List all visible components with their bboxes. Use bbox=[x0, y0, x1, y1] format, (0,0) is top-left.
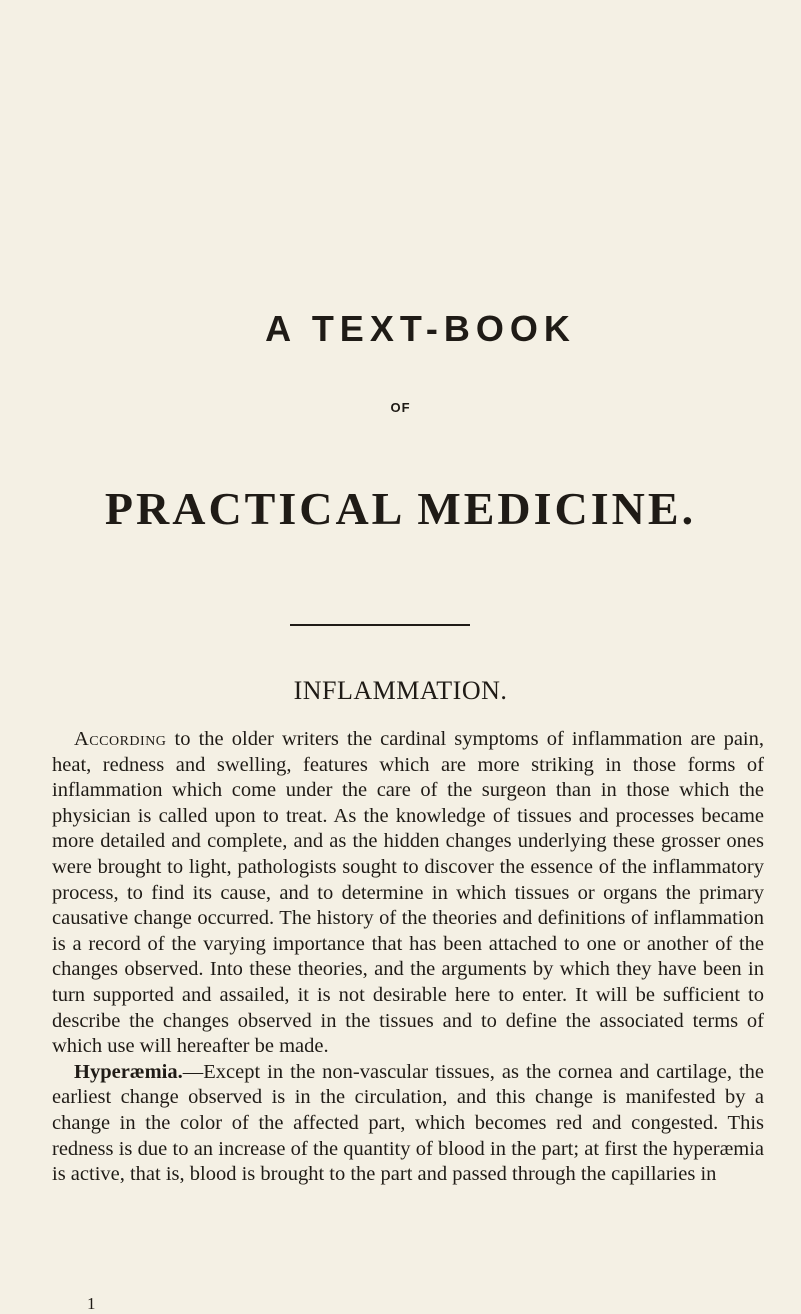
paragraph-2-lead: Hyperæmia. bbox=[74, 1060, 183, 1083]
paragraph-1-lead: According bbox=[74, 728, 167, 750]
title-line-text-book: A TEXT-BOOK bbox=[265, 308, 576, 349]
paragraph-2 bbox=[52, 1060, 764, 1188]
signature-mark: 1 bbox=[87, 1294, 96, 1313]
body-text bbox=[52, 727, 764, 1188]
paragraph-2-text: —Except in the non-vascular tissues, as the cornea and cartilage, the earliest change observed is in the circulation, and this change is manifested by a change in the color of the affected part, which becomes red and congested. This redness is due to an increase of the quantity of blood in the part; at first the hyperæmia is active, that is, blood is brought to the part and passed through the capillaries in bbox=[52, 1060, 764, 1186]
title-rule bbox=[290, 624, 470, 626]
paragraph-1-text: to the older writers the cardinal symptoms of inflammation are pain, heat, redness and swelling, features which are more striking in those forms of inflammation which come under the care of the surgeon than in those which the physician is called upon to treat. As the knowledge of tissues and processes became more detailed and complete, and as the hidden changes underlying these grosser ones were brought to light, pathologists sought to discover the essence of the inflammatory process, to find its cause, and to determine in which tissues or organs the primary causative change occurred. The history of the theories and definitions of inflammation is a record of the varying importance that has been attached to one or another of the changes observed. Into these theories, and the arguments by which they have been in turn supported and assailed, it is not desirable here to enter. It will be sufficient to describe the changes observed in the tissues and to define the associated terms of which use will hereafter be made. bbox=[52, 728, 764, 1058]
section-heading: INFLAMMATION. bbox=[293, 676, 508, 705]
paragraph-1 bbox=[52, 727, 764, 1060]
title-line-practical-medicine: PRACTICAL MEDICINE. bbox=[104, 483, 697, 534]
title-line-of: OF bbox=[390, 400, 411, 415]
